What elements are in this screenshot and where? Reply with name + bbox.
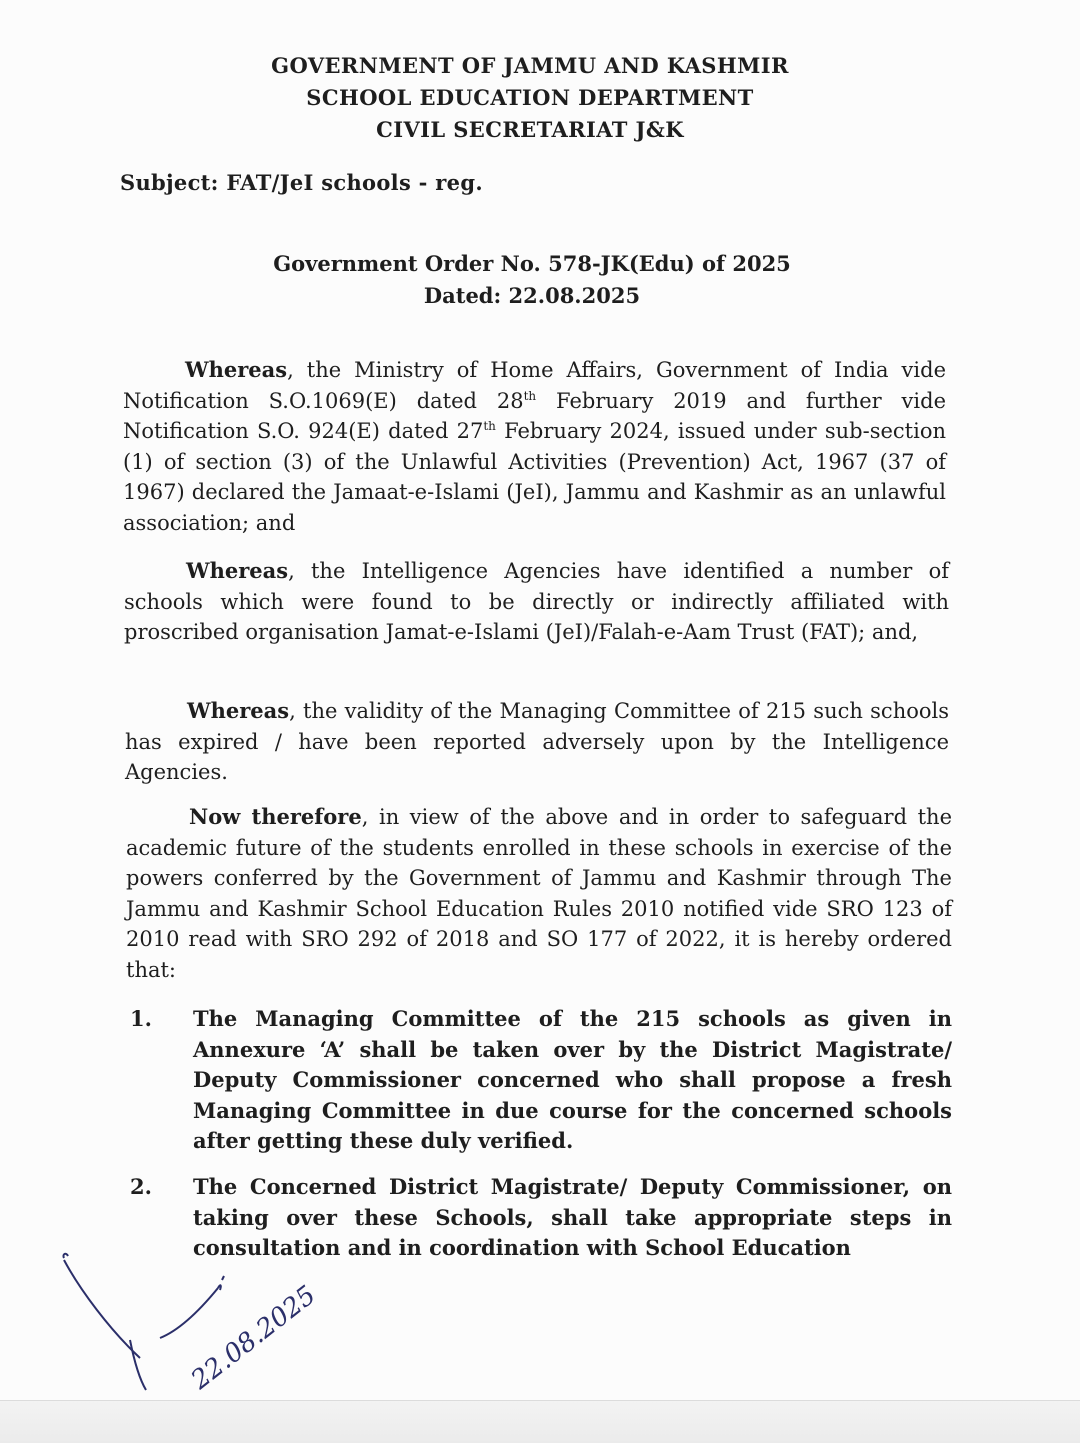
- paragraph-lead: Whereas: [185, 357, 288, 382]
- item-number: 1.: [130, 1006, 152, 1031]
- letterhead-government: GOVERNMENT OF JAMMU AND KASHMIR: [271, 53, 789, 78]
- paragraph-lead: Whereas: [187, 698, 290, 723]
- item-text: The Concerned District Magistrate/ Deputy Commissioner, on taking over these Schools, shall take appropriate steps in consultation and in coordination with School Education: [193, 1174, 952, 1260]
- paragraph-text: , the Ministry of Home Affairs, Government of India vide Notification S.O.1069(E) dated 28: [123, 358, 946, 413]
- paragraph-text: February 2019 and further vide Notification S.O. 924(E) dated 27: [123, 388, 946, 443]
- letterhead-department: SCHOOL EDUCATION DEPARTMENT: [306, 85, 754, 110]
- handwritten-date: 22.08.2025: [185, 1280, 322, 1396]
- ordinal-suffix: th: [523, 388, 537, 403]
- paragraph-now-therefore: [126, 802, 952, 985]
- order-heading: [0, 248, 1064, 312]
- paragraph-whereas-2: [124, 556, 949, 648]
- subject-line: Subject: FAT/JeI schools - reg.: [120, 170, 483, 195]
- paragraph-lead: Now therefore: [189, 804, 362, 829]
- paragraph-text: , in view of the above and in order to safeguard the academic future of the students enrolled in these schools in exercise of the powers conferred by the Government of Jammu and Kashmir through The Jammu and Kashmir School Education Rules 2010 notified vide SRO 123 of 2010 read with SRO 292 of 2018 and SO 177 of 2022, it is hereby ordered that:: [126, 805, 952, 982]
- item-number: 2.: [130, 1174, 152, 1199]
- item-text: The Managing Committee of the 215 schools as given in Annexure ‘A’ shall be taken over by the District Magistrate/ Deputy Commissioner concerned who shall propose a fresh Managing Committee in due course for the concerned schools after getting these duly verified.: [193, 1006, 952, 1153]
- paragraph-text: , the Intelligence Agencies have identified a number of schools which were found to be directly or indirectly affiliated with proscribed organisation Jamat-e-Islami (JeI)/Falah-e-Aam Trust (FAT); and,: [124, 559, 949, 644]
- letterhead-secretariat: CIVIL SECRETARIAT J&K: [376, 117, 684, 142]
- paragraph-whereas-1: [123, 355, 946, 538]
- paragraph-text: February 2024, issued under sub-section (1) of section (3) of the Unlawful Activities (Prevention) Act, 1967 (37 of 1967) declared the Jamaat-e-Islami (JeI), Jammu and Kashmir as an unlawful association; and: [123, 419, 946, 535]
- handwritten-initials-and-date: [50, 1240, 380, 1400]
- paragraph-text: , the validity of the Managing Committee of 215 such schools has expired / have been reported adversely upon by the Intelligence Agencies.: [125, 699, 949, 784]
- order-date: Dated: 22.08.2025: [423, 283, 641, 308]
- paragraph-lead: Whereas: [186, 558, 289, 583]
- order-number: Government Order No. 578-JK(Edu) of 2025: [273, 251, 791, 276]
- ordinal-suffix: th: [483, 419, 496, 433]
- paragraph-whereas-3: [125, 696, 949, 788]
- letterhead: [0, 50, 1060, 146]
- scan-bottom-edge: [0, 1400, 1080, 1443]
